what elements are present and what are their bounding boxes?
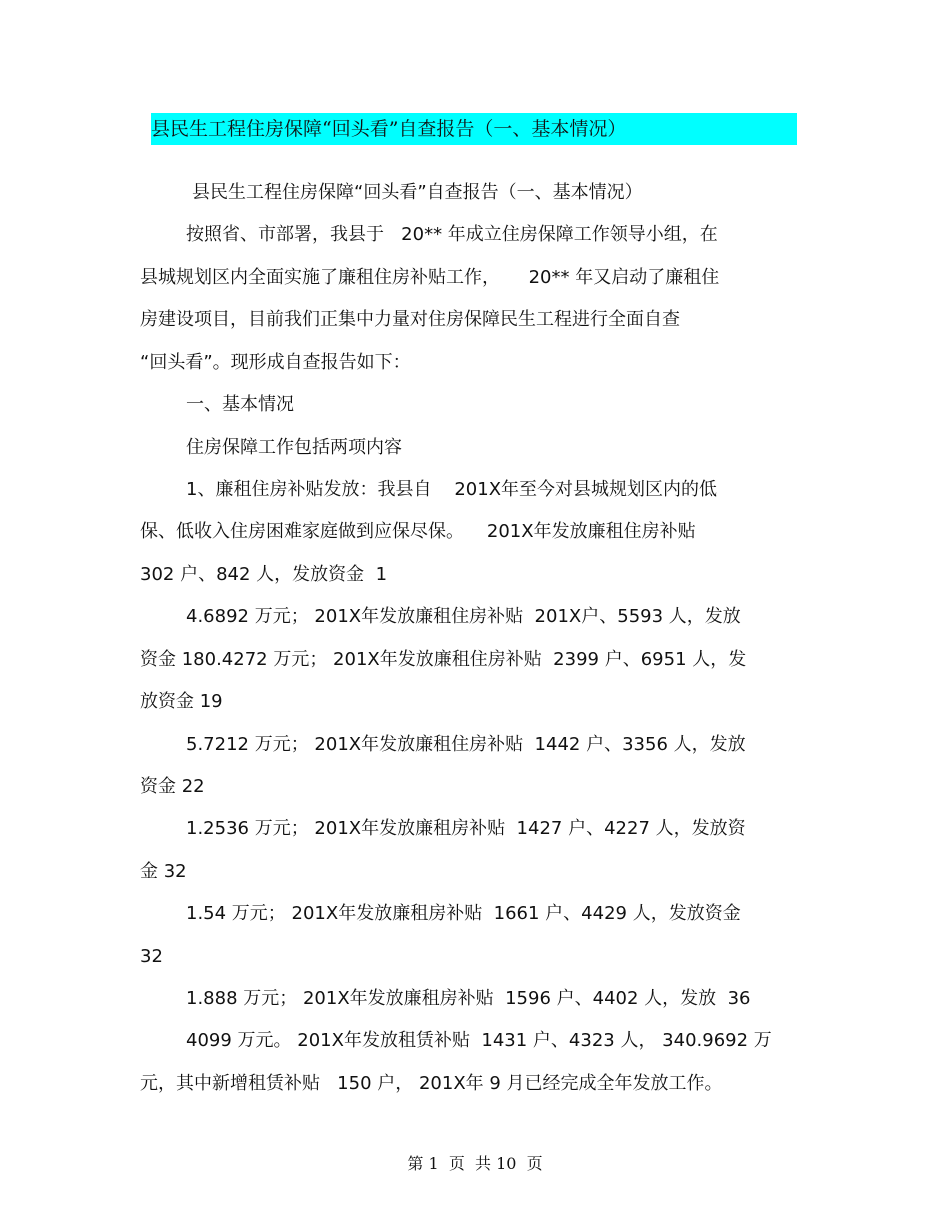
body-line: 5.7212 万元； 201X年发放廉租住房补贴 1442 户、3356 人，发放 <box>186 734 746 755</box>
body-line: 4099 万元。 201X年发放租赁补贴 1431 户、4323 人， 340.9692 万 <box>186 1030 772 1051</box>
body-line: 32 <box>140 946 163 967</box>
body-line: 县城规划区内全面实施了廉租住房补贴工作， 20** 年又启动了廉租住 <box>140 267 720 288</box>
body-line: 1.54 万元； 201X年发放廉租房补贴 1661 户、4429 人，发放资金 <box>186 903 741 924</box>
body-line: 1.888 万元； 201X年发放廉租房补贴 1596 户、4402 人，发放 36 <box>186 988 751 1009</box>
body-line: 按照省、市部署，我县于 20** 年成立住房保障工作领导小组，在 <box>186 224 718 245</box>
body-line: 房建设项目，目前我们正集中力量对住房保障民生工程进行全面自查 <box>140 309 680 330</box>
body-line: 放资金 19 <box>140 691 223 712</box>
body-line: 元，其中新增租赁补贴 150 户， 201X年 9 月已经完成全年发放工作。 <box>140 1073 723 1094</box>
section-heading: 一、基本情况 <box>186 394 294 415</box>
body-line: 资金 22 <box>140 776 205 797</box>
body-line: “回头看”。现形成自查报告如下： <box>140 352 411 373</box>
body-line: 302 户、842 人，发放资金 1 <box>140 564 388 585</box>
body-line: 1、廉租住房补贴发放：我县自 201X年至今对县城规划区内的低 <box>186 479 718 500</box>
body-line: 4.6892 万元； 201X年发放廉租住房补贴 201X户、5593 人，发放 <box>186 606 741 627</box>
document-title: 县民生工程住房保障“回头看”自查报告（一、基本情况） <box>151 118 627 140</box>
body-line: 县民生工程住房保障“回头看”自查报告（一、基本情况） <box>192 182 643 203</box>
page-footer: 第 1 页 共 10 页 <box>407 1154 543 1173</box>
body-line: 资金 180.4272 万元； 201X年发放廉租住房补贴 2399 户、6951 人，发 <box>140 649 747 670</box>
body-line: 金 32 <box>140 861 187 882</box>
body-line: 保、低收入住房困难家庭做到应保尽保。 201X年发放廉租住房补贴 <box>140 521 696 542</box>
body-line: 住房保障工作包括两项内容 <box>186 437 402 458</box>
body-line: 1.2536 万元； 201X年发放廉租房补贴 1427 户、4227 人，发放资 <box>186 818 746 839</box>
